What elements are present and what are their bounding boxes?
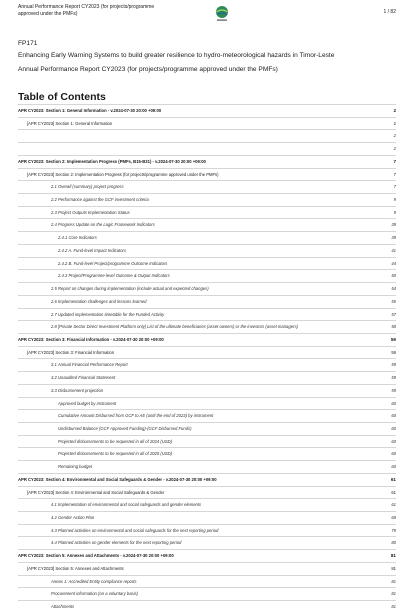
toc-entry[interactable]: 2.6 Implementation challenges and lessons learned 55 (18, 295, 396, 308)
toc-entry[interactable]: 3.3 Disbursement projection 59 (18, 384, 396, 397)
toc-entry[interactable]: 2 (18, 142, 396, 155)
toc-entry[interactable]: [APR CY2023] Section 2: Implementation Progress (for projects/programme approved under the PMFs) 7 (18, 168, 396, 181)
toc-entry[interactable]: APR CY2023: Section 3: Financial Information - v.2024-07-30 20:00 +09:00 59 (18, 333, 396, 346)
toc-entry[interactable]: Annex 1: Accredited Entity compliance reports 81 (18, 575, 396, 588)
toc-entry[interactable]: Procurement information (on a voluntary basis) 81 (18, 587, 396, 600)
toc-entry[interactable]: Undisbursed Balance (GCF Approved Funding)-(GCF Disbursed Funds) 60 (18, 422, 396, 435)
toc-entry[interactable]: [APR CY2023] Section 1: General Information 2 (18, 117, 396, 130)
toc-entry[interactable]: Approved budget by instrument 60 (18, 397, 396, 410)
toc-entry[interactable]: 2.4.2 A. Fund-level Impact Indicators 41 (18, 244, 396, 257)
toc-entry[interactable]: 4.2 Gender Action Plan 68 (18, 511, 396, 524)
page-header (18, 4, 396, 28)
toc-entry[interactable]: Remaining budget 60 (18, 460, 396, 473)
toc-entry[interactable]: 3.2 Unaudited Financial Statement 59 (18, 371, 396, 384)
toc-entry[interactable]: 2.5 Report on changes during implementation (include actual and expected changes) 54 (18, 282, 396, 295)
report-title: Annual Performance Report CY2023 (for projects/programme approved under the PMFs) (18, 66, 278, 73)
toc-entry[interactable]: 2.4.3 Project/Programme-level Outcome & Output Indicators 50 (18, 269, 396, 282)
toc-entry[interactable]: 2.4 Progress Update on the Logic Framework Indicators 39 (18, 218, 396, 231)
toc-entry[interactable]: 2.3 Project Outputs Implementation Status 9 (18, 206, 396, 219)
toc-entry[interactable]: 2.4.2 B. Fund-level Project/programme Outcome Indicators 44 (18, 257, 396, 270)
toc-entry[interactable]: Cumulative Amount Disbursed from GCF to AE (until the end of 2023) by instrument 60 (18, 409, 396, 422)
toc-entry[interactable]: Projected disbursements to be requested in all of 2025 (USD) 60 (18, 447, 396, 460)
toc-entry[interactable]: APR CY2023: Section 1: General Information - v.2024-07-30 20:00 +09:00 2 (18, 104, 396, 117)
toc-entry[interactable]: [APR CY2023] Section 3: Financial Information 59 (18, 346, 396, 359)
toc-entry[interactable]: 4.3 Planned activities on environmental and social safeguards for the next reporting period 79 (18, 524, 396, 537)
table-of-contents (18, 104, 396, 613)
toc-entry[interactable]: 2.4.1 Core Indicators 39 (18, 231, 396, 244)
gcf-logo-icon (212, 5, 232, 23)
toc-entry[interactable]: Attachments 81 (18, 600, 396, 613)
toc-entry[interactable]: 2 (18, 129, 396, 142)
toc-entry[interactable]: 4.1 Implementation of environmental and social safeguards and gender elements 61 (18, 498, 396, 511)
toc-entry[interactable]: [APR CY2023] Section 5: Annexes and Attachments 81 (18, 562, 396, 575)
page-number: 1 / 82 (383, 9, 396, 15)
header-title: Annual Performance Report CY2023 (for projects/programme approved under the PMFs) (18, 4, 155, 17)
toc-entry[interactable]: [APR CY2023] Section 4: Environmental and Social Safeguards & Gender 61 (18, 486, 396, 499)
toc-entry[interactable]: 3.1 Annual Financial Performance Report 59 (18, 358, 396, 371)
toc-heading: Table of Contents (18, 91, 106, 103)
toc-entry[interactable]: 4.4 Planned activities on gender elements for the next reporting period 80 (18, 536, 396, 549)
toc-entry[interactable]: APR CY2023: Section 4: Environmental and Social Safeguards & Gender - v.2024-07-30 20:00 +09:00 61 (18, 473, 396, 486)
toc-entry[interactable]: 2.7 Updated implementation timetable for the Funded Activity 57 (18, 308, 396, 321)
toc-entry[interactable]: 2.8 [Private Sector Direct Investment Platform only] List of the ultimate beneficiaries (asset owners) or the investors (asset managers) 58 (18, 320, 396, 333)
toc-entry[interactable]: APR CY2023: Section 5: Annexes and Attachments - v.2024-07-30 20:00 +09:00 81 (18, 549, 396, 562)
toc-entry[interactable]: 2.1 Overall (summary) project progress 7 (18, 180, 396, 193)
toc-entry[interactable]: 2.2 Performance against the GCF investment criteria 9 (18, 193, 396, 206)
toc-entry[interactable]: Projected disbursements to be requested in all of 2024 (USD) 60 (18, 435, 396, 448)
project-title: Enhancing Early Warning Systems to build greater resilience to hydro-meteorological hazards in Timor-Leste (18, 52, 335, 59)
toc-entry[interactable]: APR CY2023: Section 2: Implementation Progress (PMFs, B15-B31) - v.2024-07-30 20:00 +09:00 7 (18, 155, 396, 168)
funding-proposal-id: FP171 (18, 40, 38, 47)
